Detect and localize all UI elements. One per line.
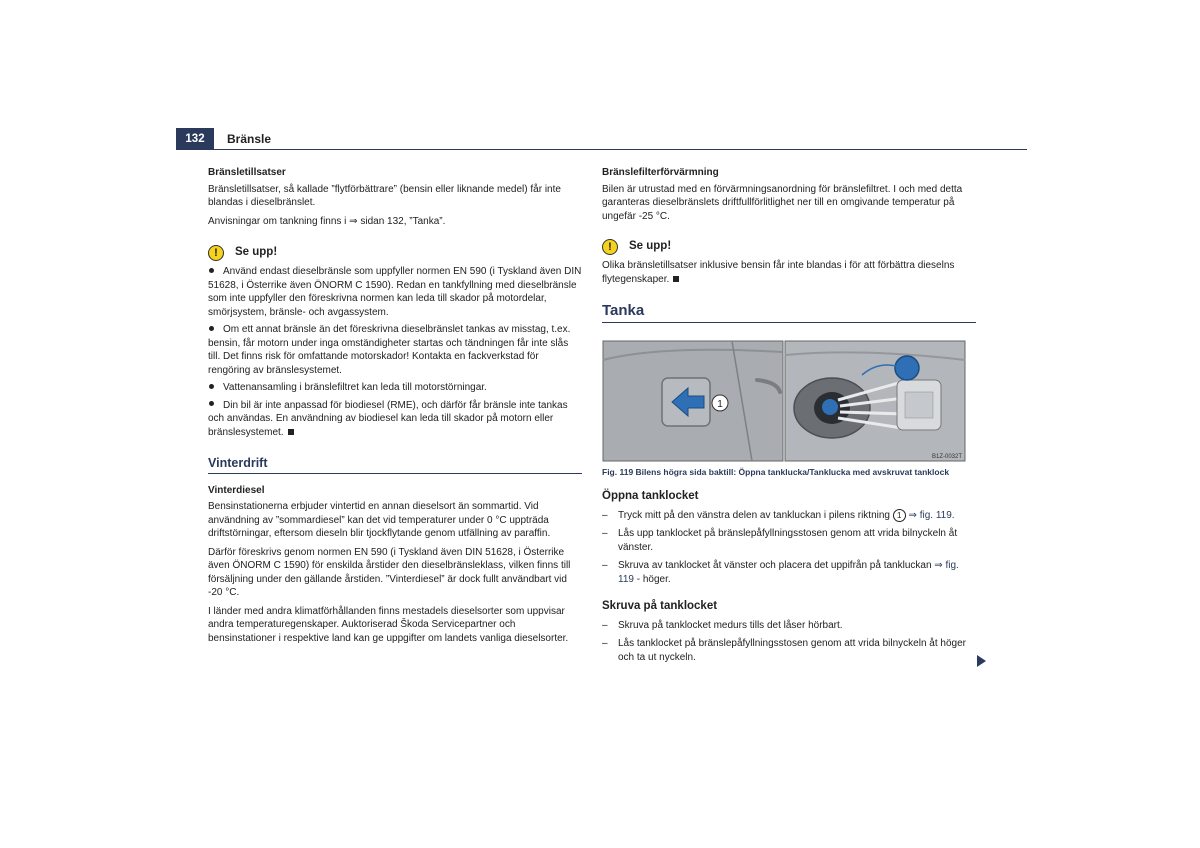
- warning-bullet-2: Om ett annat bränsle än det föreskrivna dieselbränslet tankas av misstag, t.ex. bensin, får motorn under inga omständigheter startas och tändningen får inte slås till. Det finns risk för omfattande motorskador! Kontakta en fackverkstad för rengöring av bränslesystemet.: [208, 324, 571, 376]
- page-number: 132: [176, 128, 214, 149]
- winter-paragraph-1: Bensinstationerna erbjuder vintertid en annan dieselsort än sommartid. Vid användning av ”sommardiesel” kan det vid temperaturer under 0 °C uppträda driftstörningar, eftersom dieseln blir tjockflytande genom utfällning av paraffin.: [208, 501, 551, 539]
- warning-header: [208, 245, 582, 261]
- additives-paragraph-1: Bränsletillsatser, så kallade ”flytförbättrare” (bensin eller liknande medel) får inte blandas i dieselbränslet.: [208, 183, 561, 208]
- open-step-3: – Skruva av tanklocket åt vänster och placera det uppifrån på tankluckan ⇒ fig. 119 - höger.: [602, 560, 959, 585]
- left-column: [208, 166, 582, 650]
- winter-heading: Vinterdiesel: [208, 484, 265, 496]
- end-square-icon: [288, 429, 294, 435]
- right-column-top: [602, 166, 976, 291]
- section-title-vinterdrift: Vinterdrift: [208, 457, 582, 474]
- open-step-1: – Tryck mitt på den vänstra delen av tankluckan i pilens riktning 1 ⇒ fig. 119.: [602, 509, 955, 521]
- warning-bullet-1: Använd endast dieselbränsle som uppfyller normen EN 590 (i Tyskland även DIN 51628, i Österrike även ÖNORM C 1590). Redan en tankfyllning med dieselbränsle som inte uppfyller den föreskrivna normen kan leda till skador på motordelar, smörjsystem, bränsle- och avgassystem.: [208, 266, 582, 318]
- bullet-dot-icon: [209, 268, 214, 273]
- section-title-tanka: Tanka: [602, 302, 976, 323]
- warning-title-right: Se upp!: [629, 240, 672, 253]
- preheat-paragraph: Bilen är utrustad med en förvärmningsanordning för bränslefiltret. I och med detta garanteras dieselbränslets driftfullförlitlighet ner till en omgivande temperatur på ungefär -25 °C.: [602, 183, 963, 222]
- additives-paragraph-2: Anvisningar om tankning finns i ⇒ sidan 132, ”Tanka”.: [208, 215, 446, 227]
- figure-link[interactable]: ⇒ fig. 119: [618, 560, 959, 585]
- end-square-icon: [673, 276, 679, 282]
- close-step-1: – Skruva på tanklocket medurs tills det låser hörbart.: [602, 619, 843, 631]
- warning-icon: !: [208, 245, 224, 261]
- figure-marker-1: 1: [717, 399, 723, 410]
- right-column-bottom: [602, 490, 976, 669]
- open-step-2: – Lås upp tanklocket på bränslepåfyllningsstosen genom att vrida bilnyckeln åt vänster.: [602, 528, 958, 553]
- close-step-2: – Lås tanklocket på bränslepåfyllningsstosen genom att vrida bilnyckeln åt höger och ta ut nyckeln.: [602, 638, 966, 663]
- bullet-dot-icon: [209, 401, 214, 406]
- figure-119: [602, 340, 966, 462]
- winter-paragraph-3: I länder med andra klimatförhållanden finns mestadels dieselsorter som uppvisar andra temperaturegenskaper. Auktoriserad Škoda Servicepartner och bensinstationer i respektive land kan ge uppgifter om landets vanliga dieselsorter.: [208, 605, 569, 644]
- figure-code: B1Z-0032T: [931, 454, 962, 460]
- additives-heading: Bränsletillsatser: [208, 167, 286, 178]
- bullet-dot-icon: [209, 384, 214, 389]
- close-cap-heading: Skruva på tanklocket: [602, 600, 718, 613]
- winter-paragraph-2: Därför föreskrivs genom normen EN 590 (i Tyskland även DIN 51628, i Österrike även ÖNORM C 1590) för enskilda årstider den dieselbränsleklass, vilken finns till försäljning under den gällande årstiden. ”Vinterdiesel” är dock fullt användbart vid -20 °C.: [208, 546, 571, 598]
- page-header: [176, 128, 1027, 150]
- page-title: Bränsle: [227, 132, 272, 146]
- warning-header-right: [602, 239, 976, 255]
- callout-marker-icon: 1: [893, 509, 906, 522]
- continue-arrow-icon: [977, 655, 986, 667]
- figure-link[interactable]: ⇒ fig. 119.: [908, 509, 955, 521]
- open-cap-heading: Öppna tanklocket: [602, 490, 699, 502]
- preheat-heading: Bränslefilterförvärmning: [602, 167, 719, 178]
- warning-title: Se upp!: [235, 246, 278, 259]
- tanka-section: [602, 302, 976, 323]
- fuel-door-illustration: [602, 340, 966, 462]
- warning-icon: !: [602, 239, 618, 255]
- warning-paragraph-right: Olika bränsletillsatser inklusive bensin får inte blandas i för att förbättra dieselns flytegenskaper.: [602, 260, 955, 285]
- figure-caption: Fig. 119 Bilens högra sida baktill: Öppna tanklucka/Tanklucka med avskruvat tanklock: [602, 467, 950, 477]
- bullet-dot-icon: [209, 326, 214, 331]
- warning-bullet-4: Din bil är inte anpassad för biodiesel (RME), och därför får bränsle inte tankas och användas. En användning av biodiesel kan leda till skador på motorn eller bränslesystemet.: [208, 399, 568, 438]
- warning-bullet-3: Vattenansamling i bränslefiltret kan leda till motorstörningar.: [208, 381, 582, 395]
